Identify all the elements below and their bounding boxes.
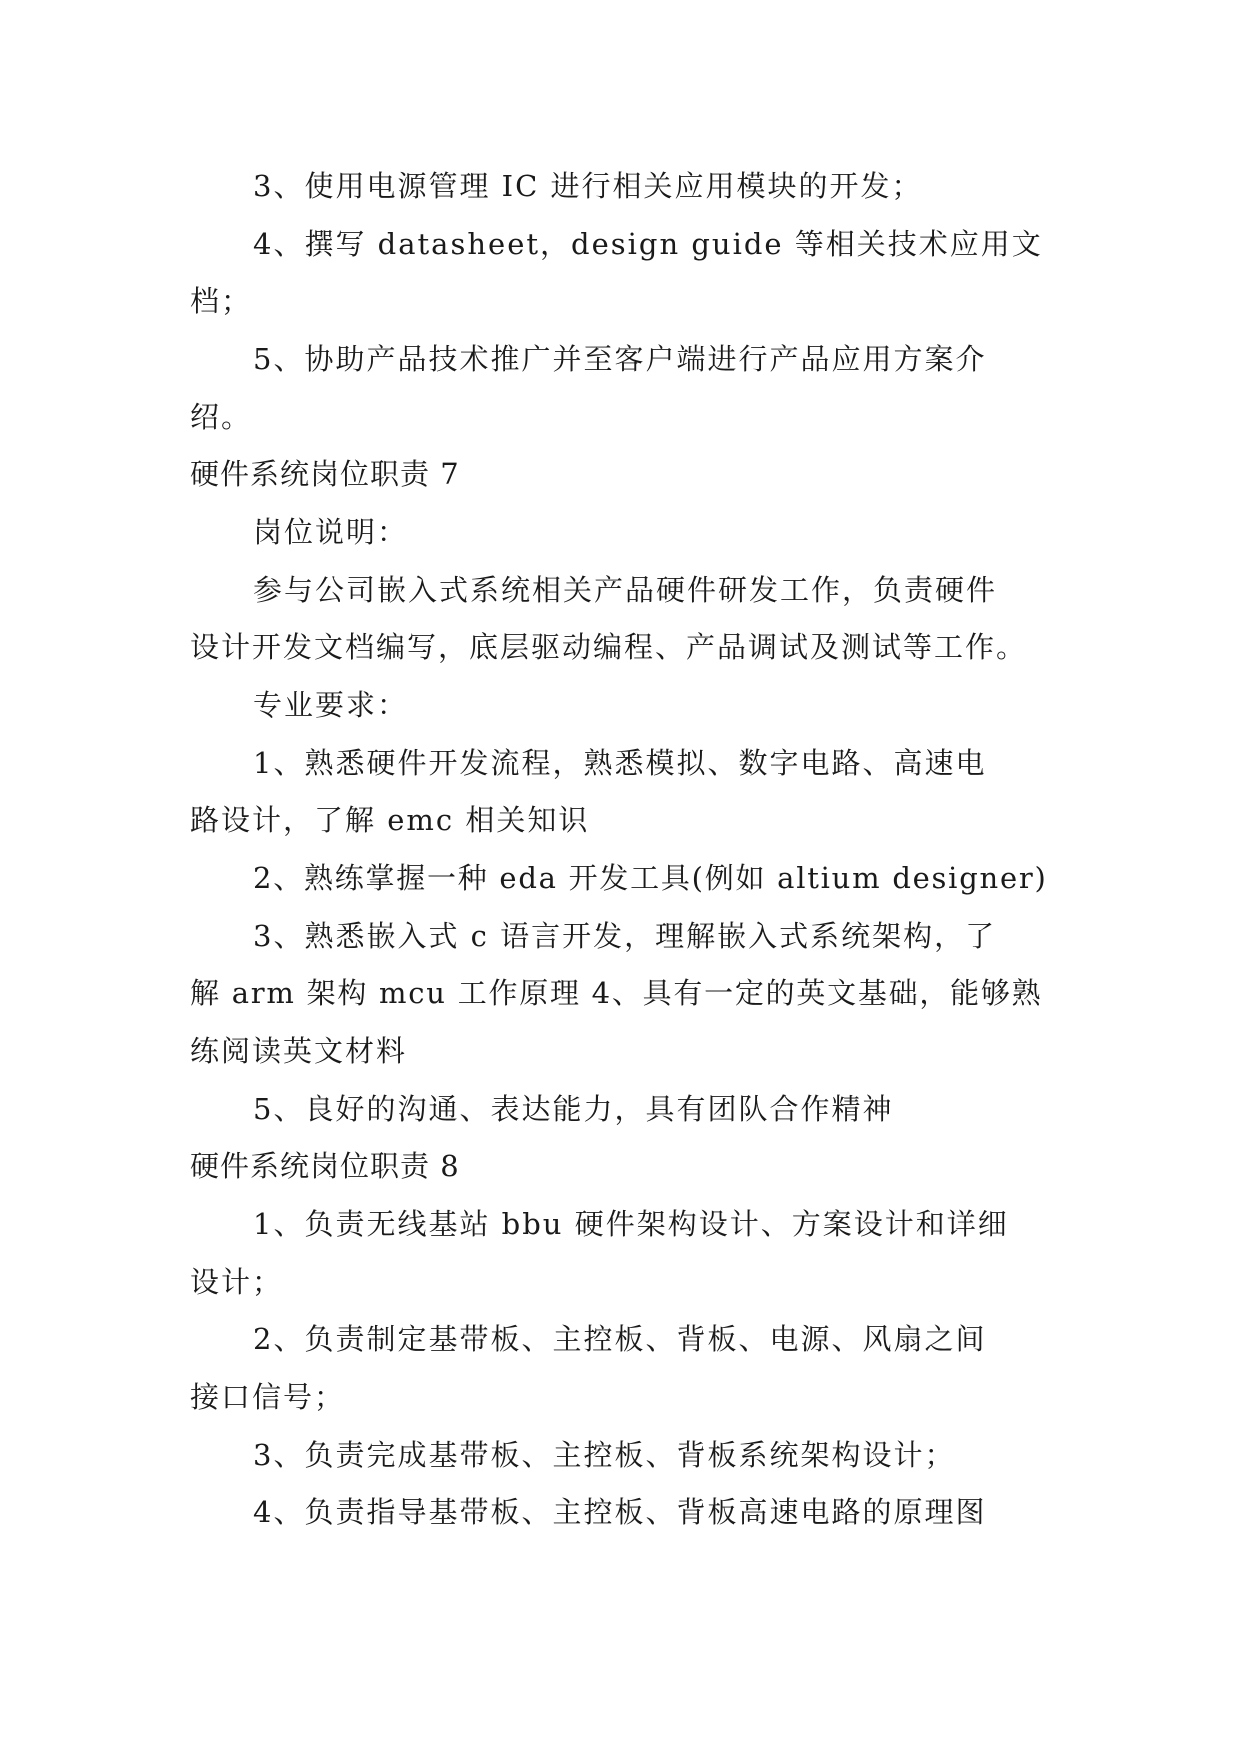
paragraph-line: 解 arm 架构 mcu 工作原理 4、具有一定的英文基础，能够熟 xyxy=(190,976,1043,1010)
paragraph-line: 路设计，了解 emc 相关知识 xyxy=(190,803,590,837)
paragraph-line: 专业要求： xyxy=(253,688,409,722)
paragraph-line: 接口信号； xyxy=(190,1380,346,1414)
paragraph-line: 练阅读英文材料 xyxy=(190,1034,408,1068)
paragraph-line: 设计； xyxy=(190,1265,284,1299)
paragraph-line: 参与公司嵌入式系统相关产品硬件研发工作，负责硬件 xyxy=(253,573,998,607)
paragraph-line: 4、撰写 datasheet，design guide 等相关技术应用文 xyxy=(253,227,1043,261)
paragraph-line: 3、负责完成基带板、主控板、背板系统架构设计； xyxy=(253,1438,956,1472)
paragraph-line: 档； xyxy=(190,284,253,318)
paragraph-line: 4、负责指导基带板、主控板、背板高速电路的原理图 xyxy=(253,1495,987,1529)
section-heading: 硬件系统岗位职责 8 xyxy=(190,1149,460,1183)
paragraph-line: 设计开发文档编写，底层驱动编程、产品调试及测试等工作。 xyxy=(190,630,1028,664)
paragraph-line: 绍。 xyxy=(190,400,253,434)
paragraph-line: 2、负责制定基带板、主控板、背板、电源、风扇之间 xyxy=(253,1322,987,1356)
paragraph-line: 5、良好的沟通、表达能力，具有团队合作精神 xyxy=(253,1092,894,1126)
paragraph-line: 3、使用电源管理 IC 进行相关应用模块的开发； xyxy=(253,169,923,203)
paragraph-line: 1、熟悉硬件开发流程，熟悉模拟、数字电路、高速电 xyxy=(253,746,987,780)
paragraph-line: 3、熟悉嵌入式 c 语言开发，理解嵌入式系统架构，了 xyxy=(253,919,997,953)
paragraph-line: 岗位说明： xyxy=(253,515,409,549)
paragraph-line: 1、负责无线基站 bbu 硬件架构设计、方案设计和详细 xyxy=(253,1207,1009,1241)
paragraph-line: 5、协助产品技术推广并至客户端进行产品应用方案介 xyxy=(253,342,987,376)
section-heading: 硬件系统岗位职责 7 xyxy=(190,457,460,491)
paragraph-line: 2、熟练掌握一种 eda 开发工具(例如 altium designer) xyxy=(253,861,1048,895)
